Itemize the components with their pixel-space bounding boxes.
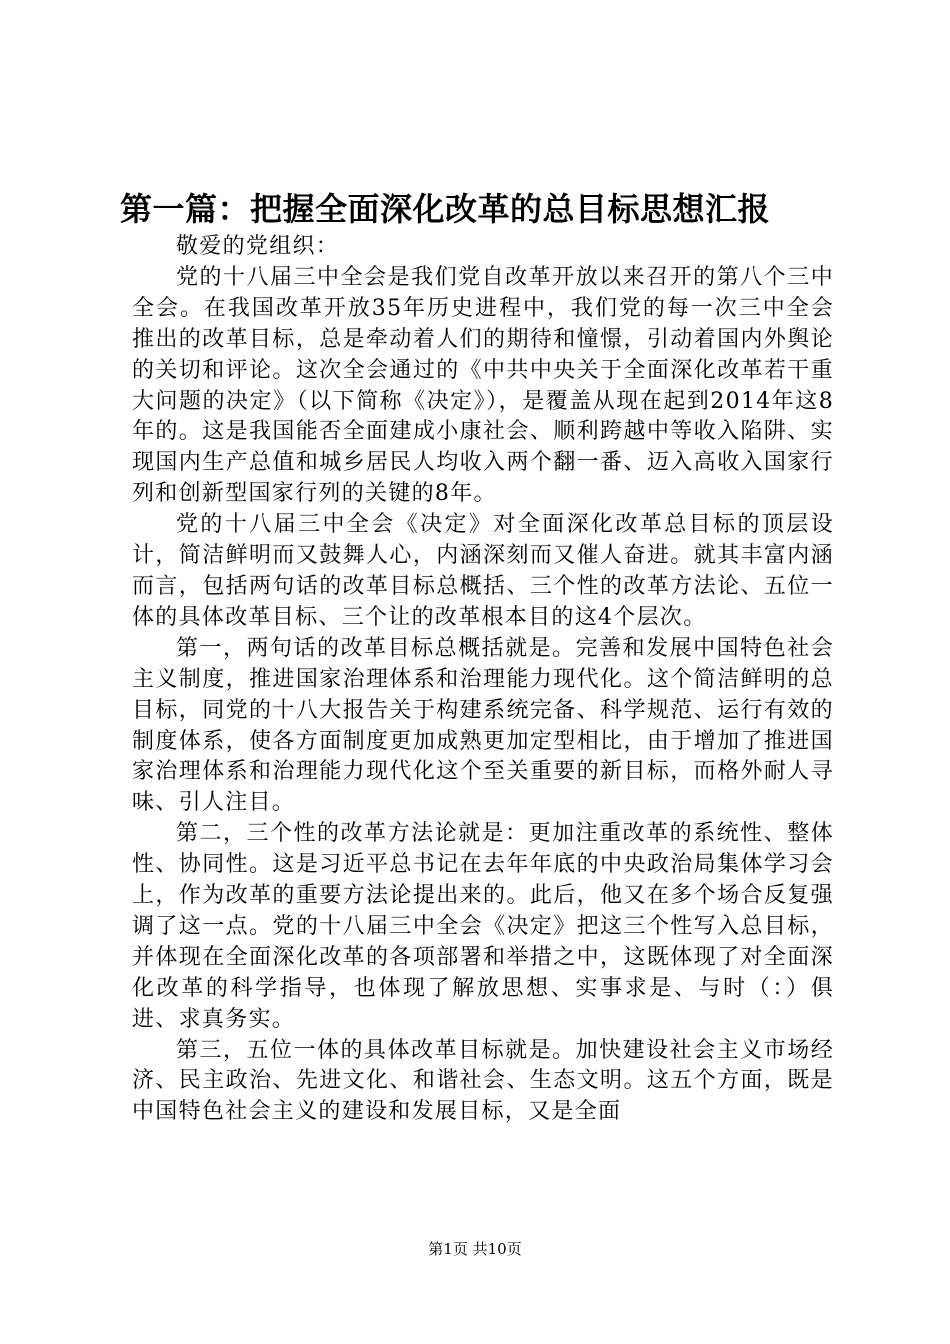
salutation-paragraph: 敬爱的党组织：: [176, 234, 340, 259]
body-paragraph: 党的十八届三中全会《决定》对全面深化改革总目标的顶层设计，简洁鲜明而又鼓舞人心，内涵深刻而又催人奋进。就其丰富内涵而言，包括两句话的改革目标总概括、三个性的改革方法论、五位一体的具体改革目标、三个让的改革根本目的这4个层次。: [132, 512, 834, 630]
body-paragraph: 第三，五位一体的具体改革目标就是。加快建设社会主义市场经济、民主政治、先进文化、和谐社会、生态文明。这五个方面，既是中国特色社会主义的建设和发展目标，又是全面: [132, 1037, 834, 1125]
document-title: 第一篇：把握全面深化改革的总目标思想汇报: [120, 190, 771, 228]
document-body: [132, 232, 834, 1128]
page-number: 第1页 共10页: [428, 1240, 522, 1258]
page-footer: [0, 1239, 950, 1259]
body-paragraph: 第一，两句话的改革目标总概括就是。完善和发展中国特色社会主义制度，推进国家治理体系和治理能力现代化。这个简洁鲜明的总目标，同党的十八大报告关于构建系统完备、科学规范、运行有效的制度体系，使各方面制度更加成熟更加定型相比，由于增加了推进国家治理体系和治理能力现代化这个至关重要的新目标，而格外耐人寻味、引人注目。: [132, 635, 834, 816]
body-paragraph: 党的十八届三中全会是我们党自改革开放以来召开的第八个三中全会。在我国改革开放35年历史进程中，我们党的每一次三中全会推出的改革目标，总是牵动着人们的期待和憧憬，引动着国内外舆论的关切和评论。这次全会通过的《中共中央关于全面深化改革若干重大问题的决定》（以下简称《决定》），是覆盖从现在起到2014年这8年的。这是我国能否全面建成小康社会、顺利跨越中等收入陷阱、实现国内生产总值和城乡居民人均收入两个翻一番、迈入高收入国家行列和创新型国家行列的关键的8年。: [132, 264, 834, 507]
body-paragraph: 第二，三个性的改革方法论就是：更加注重改革的系统性、整体性、协同性。这是习近平总书记在去年年底的中央政治局集体学习会上，作为改革的重要方法论提出来的。此后，他又在多个场合反复强调了这一点。党的十八届三中全会《决定》把这三个性写入总目标，并体现在全面深化改革的各项部署和举措之中，这既体现了对全面深化改革的科学指导，也体现了解放思想、实事求是、与时（：）俱进、求真务实。: [132, 821, 834, 1032]
